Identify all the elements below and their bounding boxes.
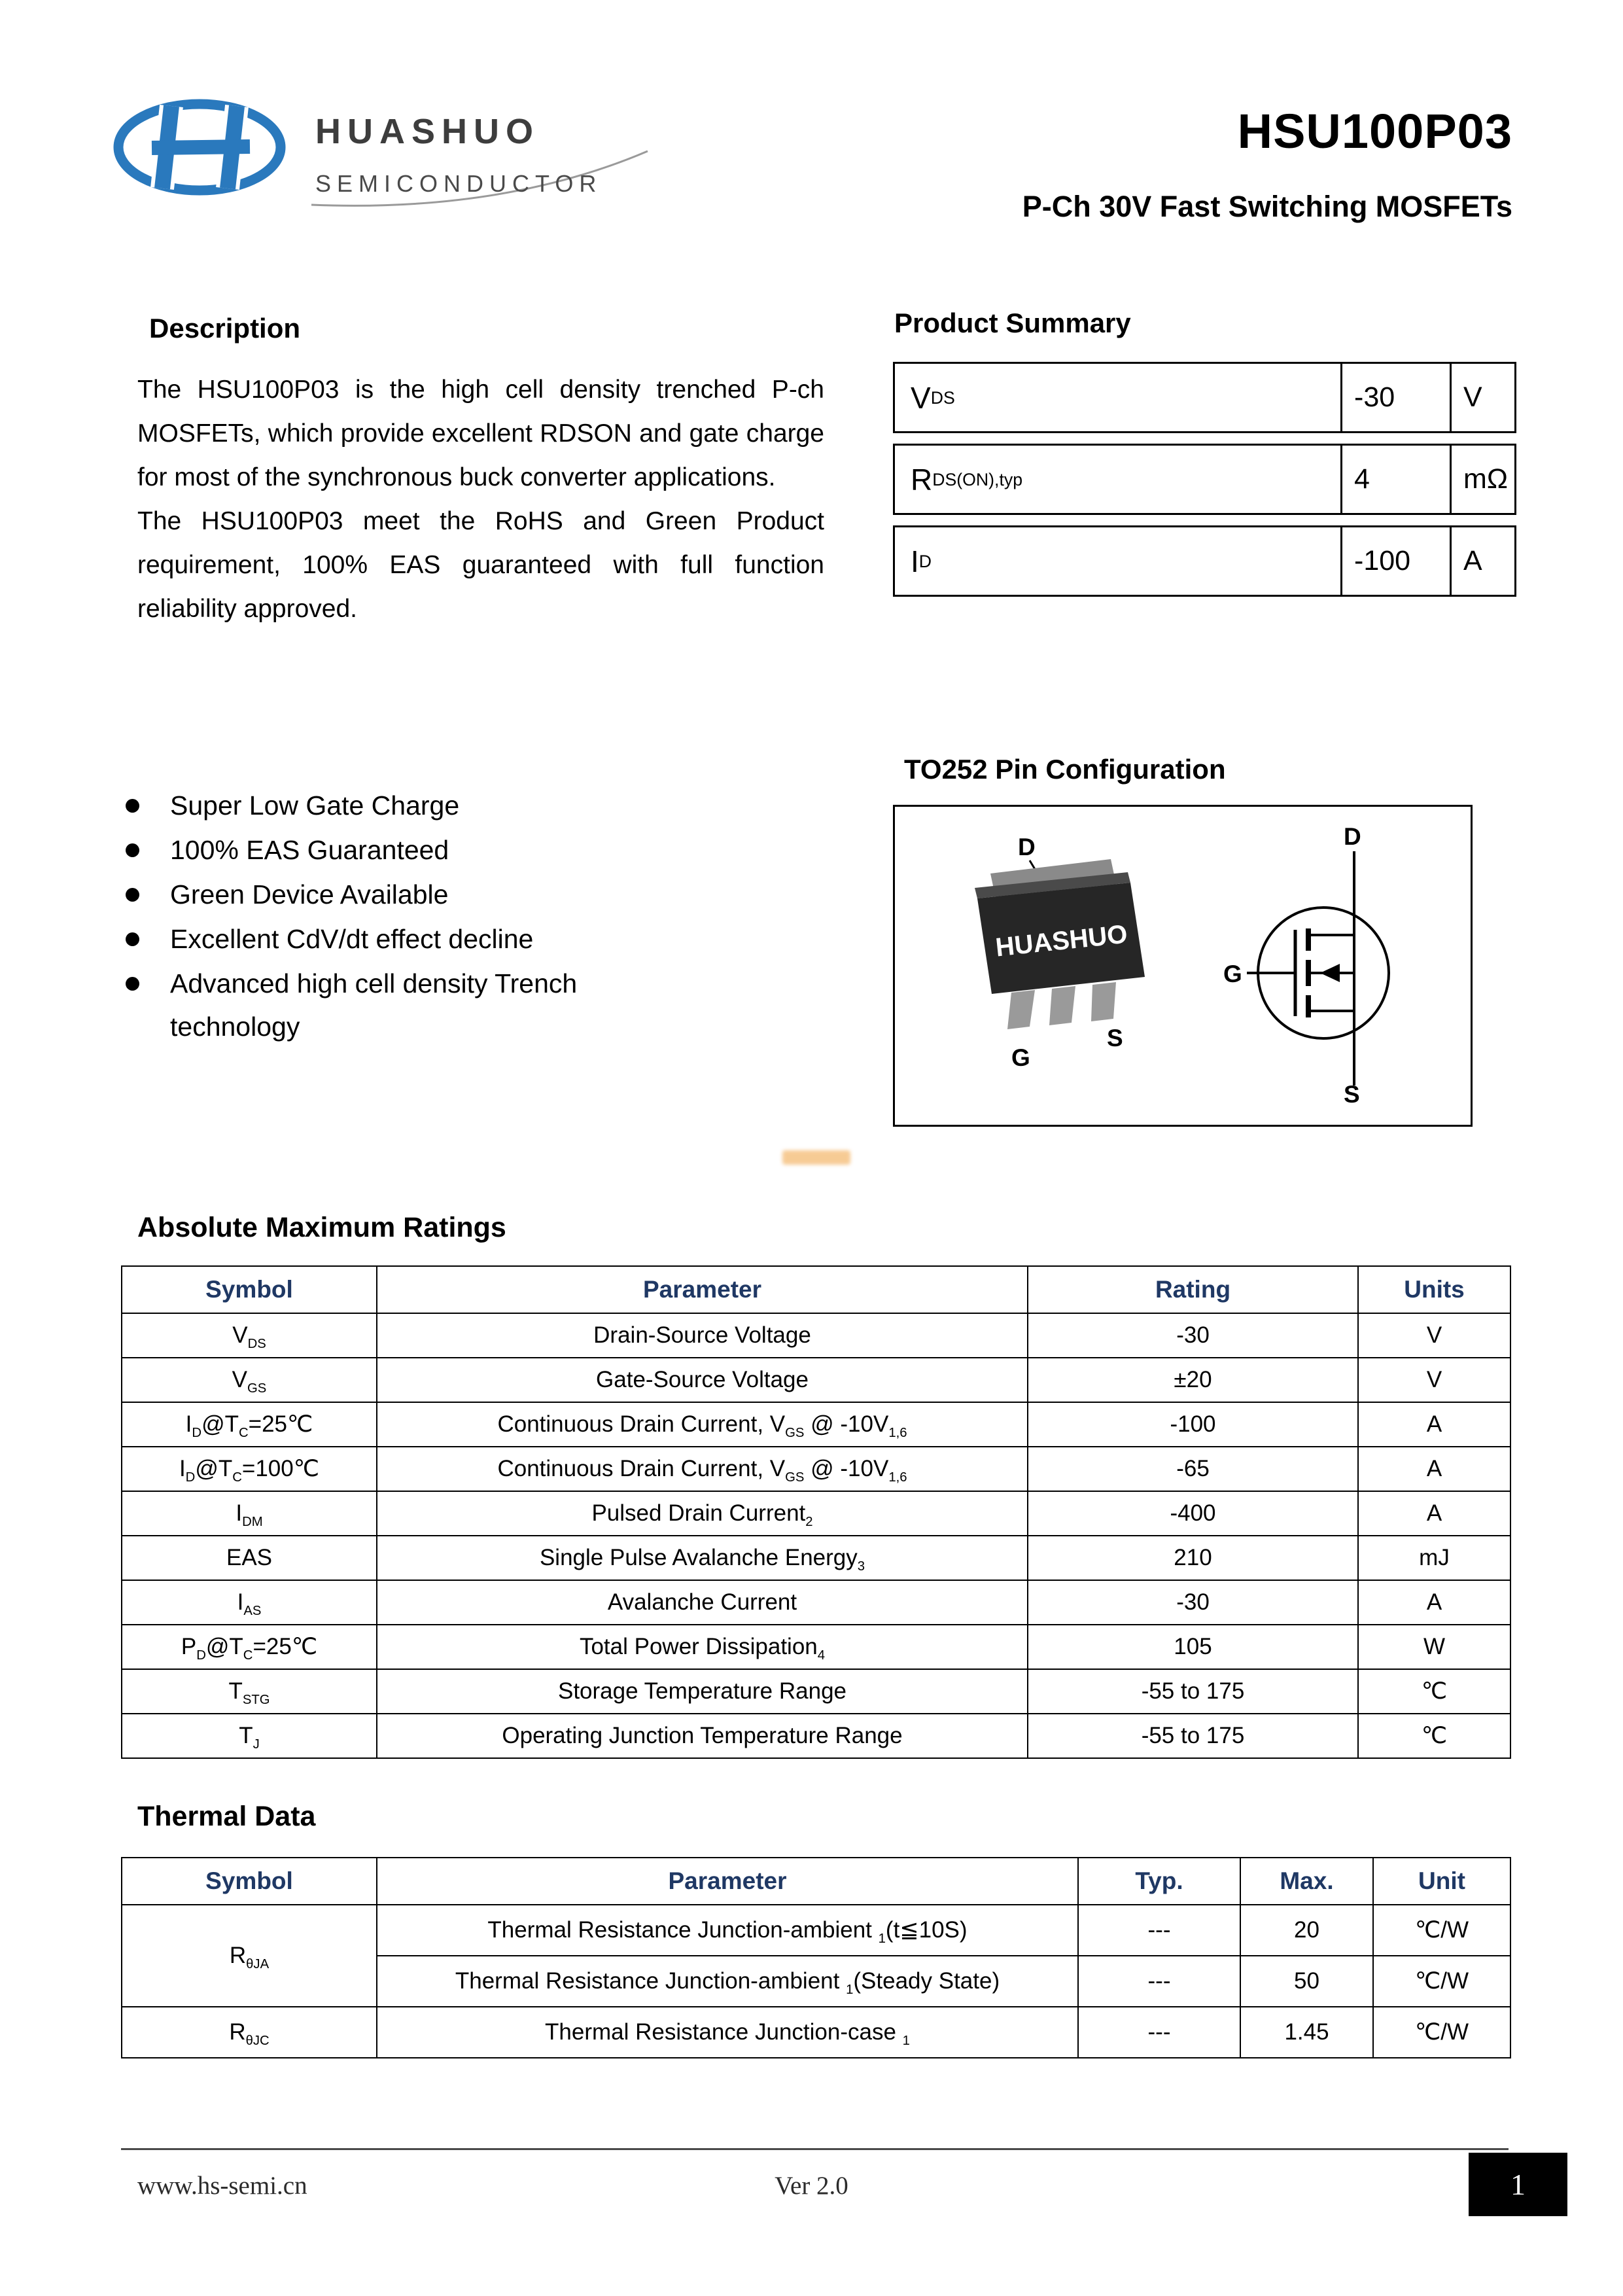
cell-symbol: $T_J$ — [122, 1714, 377, 1758]
table-header-row — [122, 1266, 1510, 1313]
product-summary-table — [893, 362, 1516, 607]
table-row — [122, 1313, 1510, 1358]
col-parameter: Parameter — [377, 1858, 1078, 1905]
brand-subname: SEMICONDUCTOR — [315, 170, 602, 197]
cell-symbol: $T_{STG}$ — [122, 1669, 377, 1714]
summary-value: -30 — [1340, 364, 1450, 431]
col-units: Units — [1358, 1266, 1510, 1313]
cell-parameter: Thermal Resistance Junction-ambient $_1$(t≦10S) — [377, 1905, 1078, 1956]
cell-parameter: Pulsed Drain Current$_2$ — [377, 1491, 1028, 1536]
product-summary-row — [893, 525, 1516, 597]
table-row — [122, 1625, 1510, 1669]
brand-logo-icon — [111, 98, 288, 196]
cell-typ: --- — [1078, 1956, 1240, 2007]
brand-name: HUASHUO — [315, 112, 540, 151]
table-row — [122, 1491, 1510, 1536]
cell-unit: ℃/W — [1373, 1905, 1510, 1956]
cell-parameter: Avalanche Current — [377, 1580, 1028, 1625]
table-row — [122, 2007, 1510, 2058]
cell-units: A — [1358, 1447, 1510, 1491]
cell-unit: ℃/W — [1373, 1956, 1510, 2007]
cell-symbol: $I_{DM}$ — [122, 1491, 377, 1536]
document-subtitle: P-Ch 30V Fast Switching MOSFETs — [1022, 190, 1512, 223]
cell-symbol: $R_{\theta JA}$ — [122, 1905, 377, 2007]
feature-text: Super Low Gate Charge — [170, 790, 460, 821]
page-number: 1 — [1510, 2168, 1526, 2201]
watermark — [782, 1150, 850, 1165]
cell-symbol: $R_{\theta JC}$ — [122, 2007, 377, 2058]
summary-unit: mΩ — [1450, 446, 1514, 513]
feature-item — [126, 917, 701, 961]
table-row — [122, 1536, 1510, 1580]
cell-unit: ℃/W — [1373, 2007, 1510, 2058]
to252-package-drawing — [913, 826, 1195, 1101]
svg-text:HUASHUO: HUASHUO — [994, 919, 1129, 963]
cell-units: ℃ — [1358, 1714, 1510, 1758]
cell-parameter: Storage Temperature Range — [377, 1669, 1028, 1714]
feature-list — [126, 784, 701, 1050]
cell-units: ℃ — [1358, 1669, 1510, 1714]
cell-rating: ±20 — [1028, 1358, 1358, 1402]
feature-text: Excellent CdV/dt effect decline — [170, 924, 534, 954]
footer-website: www.hs-semi.cn — [137, 2172, 307, 2200]
cell-parameter: Continuous Drain Current, $V_{GS}$ @ $-10V_{1,6}$ — [377, 1447, 1028, 1491]
cell-rating: -55 to 175 — [1028, 1714, 1358, 1758]
col-unit: Unit — [1373, 1858, 1510, 1905]
product-summary-row — [893, 444, 1516, 515]
cell-parameter: Gate-Source Voltage — [377, 1358, 1028, 1402]
pin-config-heading: TO252 Pin Configuration — [904, 754, 1226, 785]
summary-value: -100 — [1340, 527, 1450, 595]
summary-param: I D — [911, 544, 932, 578]
col-max: Max. — [1240, 1858, 1373, 1905]
cell-parameter: Operating Junction Temperature Range — [377, 1714, 1028, 1758]
table-row — [122, 1905, 1510, 1956]
cell-rating: 105 — [1028, 1625, 1358, 1669]
table-row — [122, 1402, 1510, 1447]
bullet-icon — [126, 888, 139, 902]
bullet-icon — [126, 799, 139, 813]
description-body — [137, 368, 824, 631]
table-header-row — [122, 1858, 1510, 1905]
cell-rating: -30 — [1028, 1580, 1358, 1625]
cell-symbol: $I_{AS}$ — [122, 1580, 377, 1625]
feature-item — [126, 784, 701, 827]
cell-rating: -55 to 175 — [1028, 1669, 1358, 1714]
footer-divider — [121, 2148, 1509, 2150]
cell-rating: -65 — [1028, 1447, 1358, 1491]
footer-version: Ver 2.0 — [775, 2172, 848, 2200]
summary-param: V DS — [911, 380, 955, 415]
svg-text:D: D — [1018, 834, 1036, 860]
cell-units: mJ — [1358, 1536, 1510, 1580]
bullet-icon — [126, 932, 139, 946]
table-row — [122, 1714, 1510, 1758]
cell-units: A — [1358, 1491, 1510, 1536]
summary-unit: A — [1450, 527, 1514, 595]
cell-symbol: $V_{GS}$ — [122, 1358, 377, 1402]
cell-units: V — [1358, 1313, 1510, 1358]
cell-symbol: $P_D@T_C=25℃$ — [122, 1625, 377, 1669]
cell-parameter: Thermal Resistance Junction-ambient $_1$(Steady State) — [377, 1956, 1078, 2007]
absolute-maximum-ratings-table — [121, 1265, 1511, 1759]
pin-config-figure — [893, 805, 1473, 1127]
feature-text: 100% EAS Guaranteed — [170, 835, 449, 865]
description-paragraph-1: The HSU100P03 is the high cell density trenched P-ch MOSFETs, which provide excellent RDSON and gate charge for most of the synchronous buck converter applications. — [137, 376, 824, 491]
cell-symbol: $I_D@T_C=100℃$ — [122, 1447, 377, 1491]
page-number-box — [1469, 2153, 1567, 2216]
col-parameter: Parameter — [377, 1266, 1028, 1313]
cell-parameter: Continuous Drain Current, $V_{GS}$ @ $-10V_{1,6}$ — [377, 1402, 1028, 1447]
svg-text:G: G — [1223, 961, 1242, 987]
svg-text:D: D — [1344, 823, 1361, 850]
feature-item — [126, 962, 701, 1048]
col-rating: Rating — [1028, 1266, 1358, 1313]
bullet-icon — [126, 977, 139, 991]
cell-max: 50 — [1240, 1956, 1373, 2007]
cell-rating: -400 — [1028, 1491, 1358, 1536]
cell-rating: 210 — [1028, 1536, 1358, 1580]
cell-units: V — [1358, 1358, 1510, 1402]
description-heading: Description — [149, 313, 301, 344]
table-row — [122, 1358, 1510, 1402]
cell-parameter: Total Power Dissipation$_4$ — [377, 1625, 1028, 1669]
svg-text:S: S — [1344, 1081, 1360, 1104]
product-summary-heading: Product Summary — [894, 308, 1131, 338]
feature-item — [126, 828, 701, 872]
feature-item — [126, 873, 701, 916]
mosfet-symbol — [1209, 822, 1451, 1104]
abs-max-heading: Absolute Maximum Ratings — [137, 1212, 506, 1243]
table-row — [122, 1580, 1510, 1625]
cell-parameter: Thermal Resistance Junction-case $_1$ — [377, 2007, 1078, 2058]
summary-param: R DS(ON),typ — [911, 462, 1023, 497]
col-symbol: Symbol — [122, 1266, 377, 1313]
cell-parameter: Single Pulse Avalanche Energy$_3$ — [377, 1536, 1028, 1580]
table-row — [122, 1447, 1510, 1491]
cell-units: A — [1358, 1402, 1510, 1447]
cell-typ: --- — [1078, 1905, 1240, 1956]
cell-units: A — [1358, 1580, 1510, 1625]
thermal-heading: Thermal Data — [137, 1801, 316, 1832]
cell-symbol: $V_{DS}$ — [122, 1313, 377, 1358]
svg-text:G: G — [1011, 1044, 1030, 1071]
product-summary-row — [893, 362, 1516, 433]
col-symbol: Symbol — [122, 1858, 377, 1905]
table-row — [122, 1669, 1510, 1714]
bullet-icon — [126, 843, 139, 857]
cell-max: 1.45 — [1240, 2007, 1373, 2058]
cell-symbol: $I_D@T_C=25℃$ — [122, 1402, 377, 1447]
feature-text: Green Device Available — [170, 879, 449, 910]
cell-max: 20 — [1240, 1905, 1373, 1956]
cell-rating: -30 — [1028, 1313, 1358, 1358]
cell-units: W — [1358, 1625, 1510, 1669]
svg-text:S: S — [1107, 1025, 1123, 1051]
cell-typ: --- — [1078, 2007, 1240, 2058]
summary-value: 4 — [1340, 446, 1450, 513]
description-paragraph-2: The HSU100P03 meet the RoHS and Green Product requirement, 100% EAS guaranteed with full function reliability approved. — [137, 507, 824, 623]
part-number-title: HSU100P03 — [1237, 104, 1512, 158]
cell-symbol: EAS — [122, 1536, 377, 1580]
summary-unit: V — [1450, 364, 1514, 431]
cell-rating: -100 — [1028, 1402, 1358, 1447]
thermal-data-table — [121, 1857, 1511, 2058]
cell-parameter: Drain-Source Voltage — [377, 1313, 1028, 1358]
feature-text: Advanced high cell density Trench technology — [170, 968, 578, 1042]
col-typ: Typ. — [1078, 1858, 1240, 1905]
